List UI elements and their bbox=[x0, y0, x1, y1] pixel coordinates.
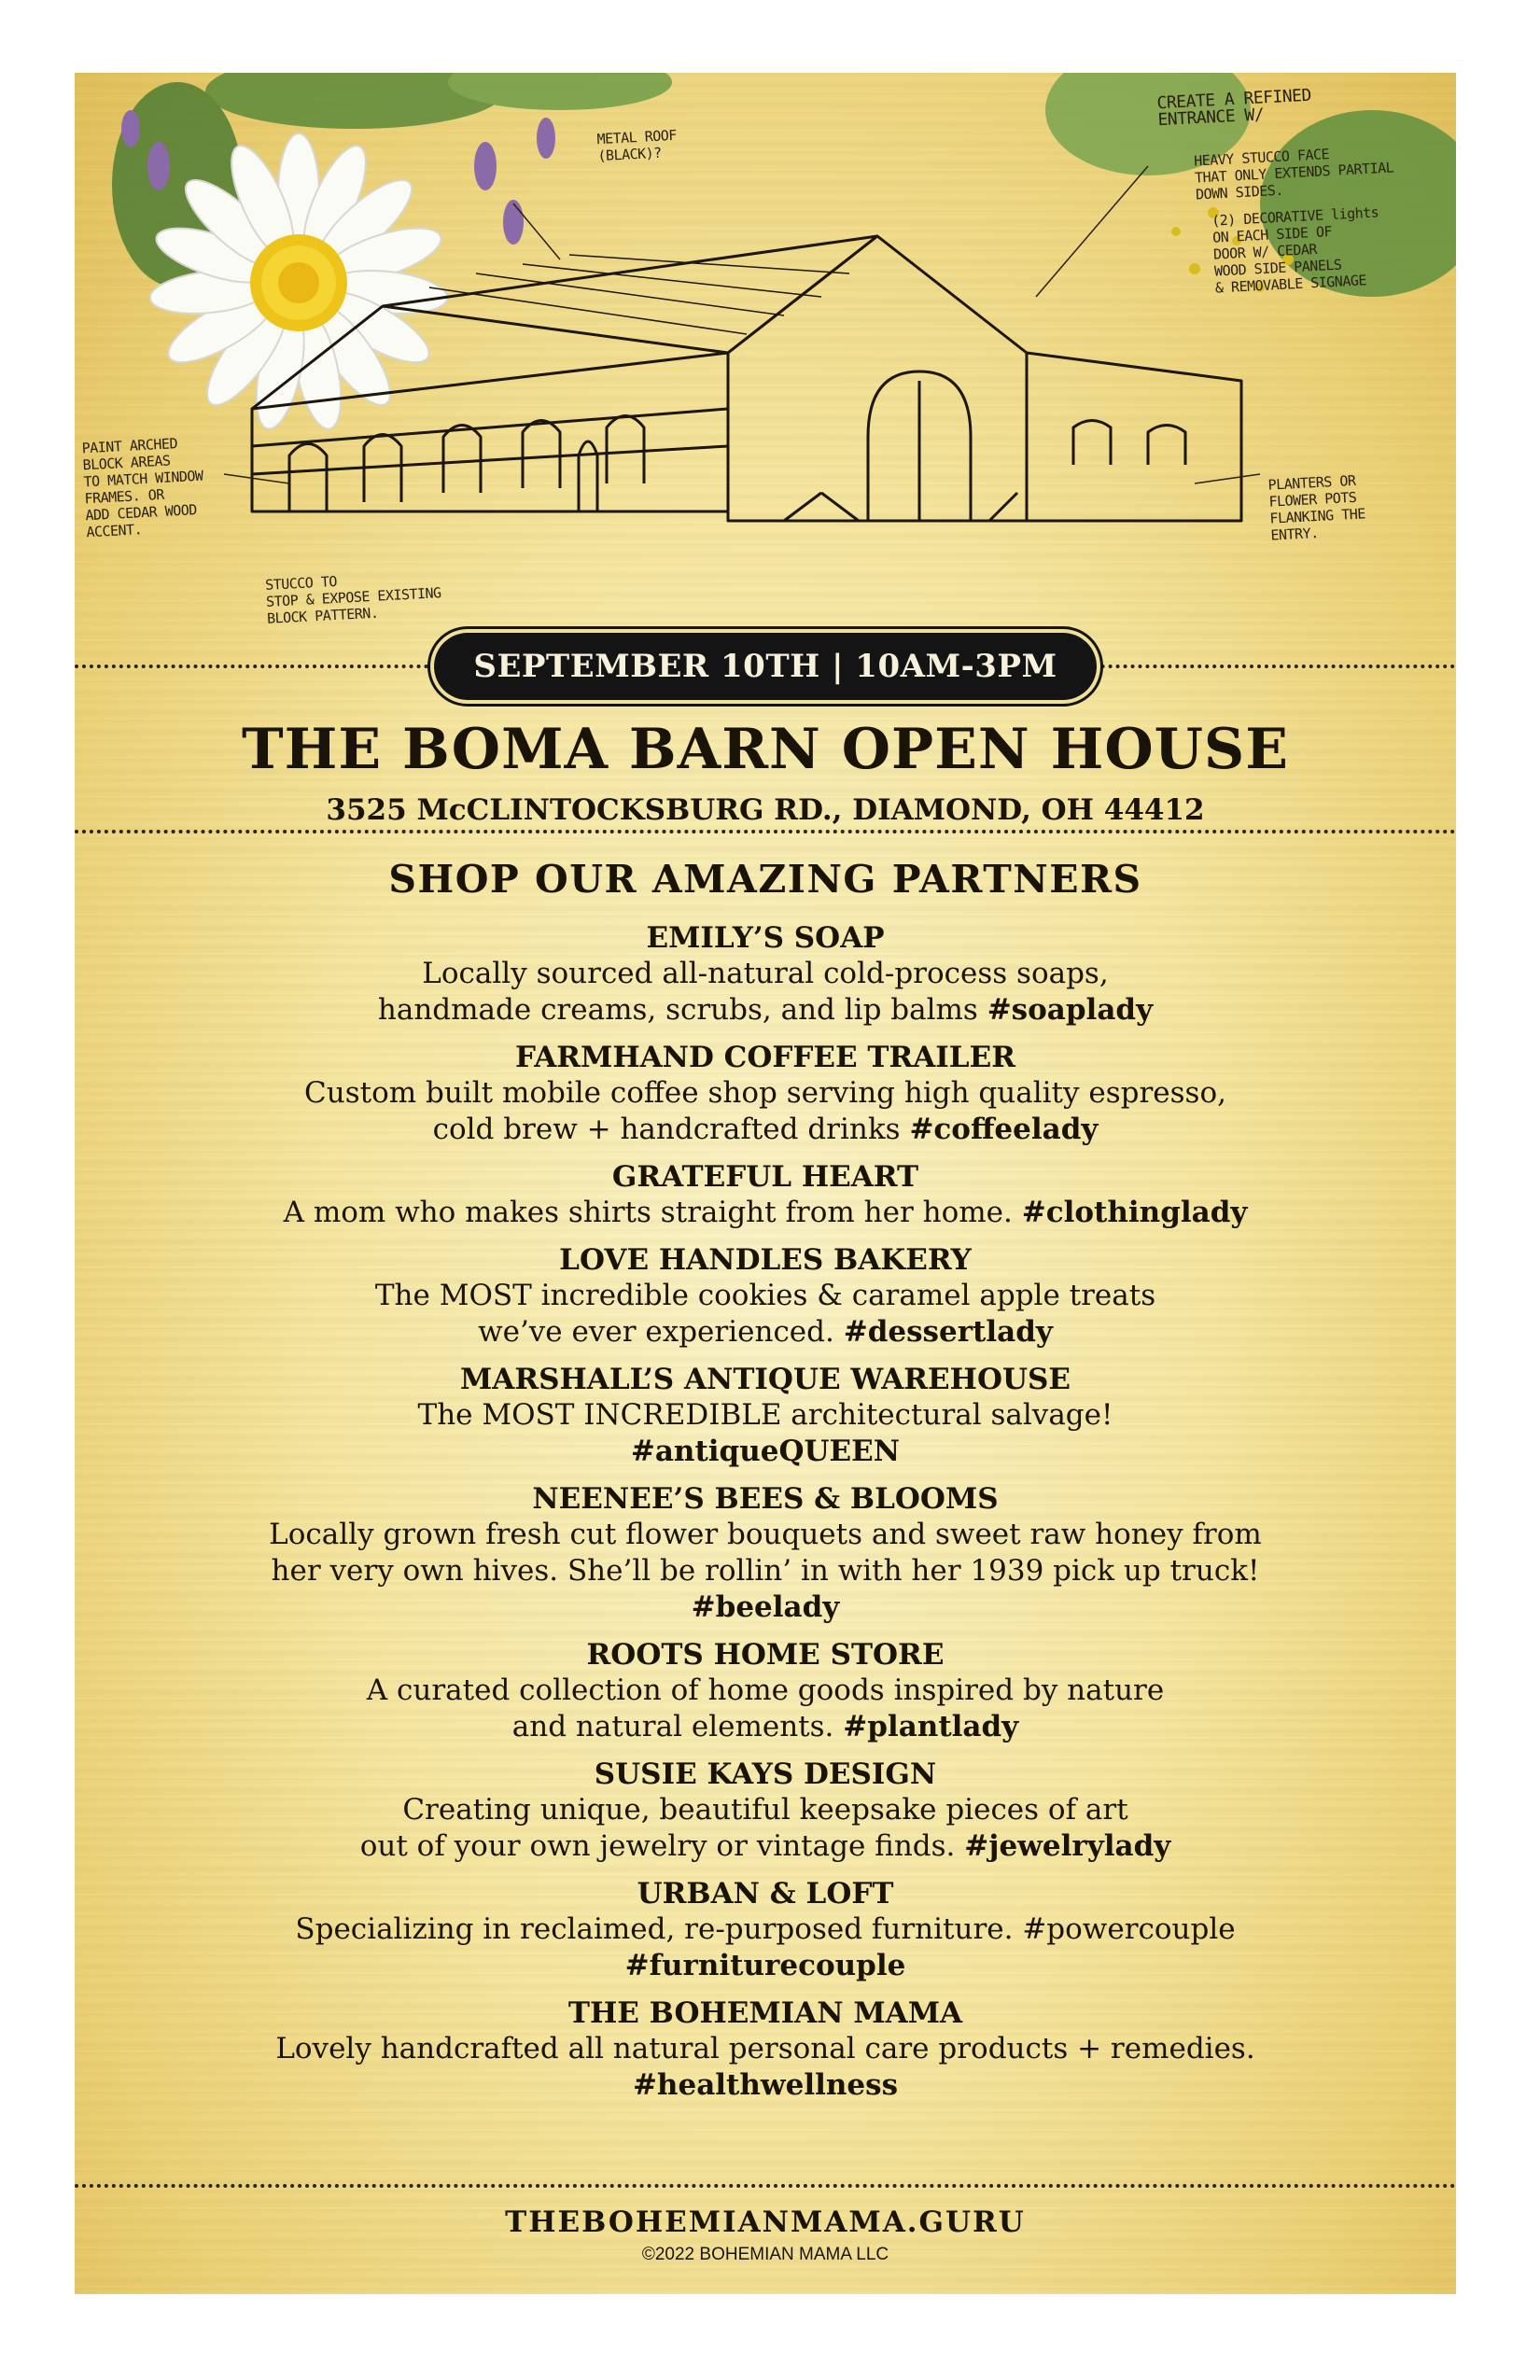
partner-name: EMILY’S SOAP bbox=[646, 921, 885, 955]
partner-hashtag: #soaplady bbox=[987, 993, 1154, 1027]
divider-middle bbox=[75, 830, 1456, 833]
partner-item bbox=[131, 1362, 1400, 1470]
partner-hashtag: #furniturecouple bbox=[624, 1949, 906, 1982]
sketch-note-planters: PLANTERS OR FLOWER POTS FLANKING THE ENTRY. bbox=[1267, 471, 1366, 544]
partner-description: A curated collection of home goods inspired by nature and natural elements. #plantlady bbox=[366, 1673, 1165, 1743]
event-title: THE BOMA BARN OPEN HOUSE bbox=[242, 717, 1289, 782]
partner-list bbox=[131, 920, 1400, 2115]
partner-hashtag: #antiqueQUEEN bbox=[630, 1435, 901, 1468]
partner-description: Specializing in reclaimed, re-purposed furniture. #powercouple #furniturecouple bbox=[295, 1912, 1236, 1982]
partner-hashtag: #clothinglady bbox=[1021, 1196, 1248, 1229]
partner-hashtag: #coffeelady bbox=[909, 1113, 1099, 1146]
footer-website-link[interactable]: THEBOHEMIANMAMA.GURU bbox=[505, 2205, 1026, 2239]
partner-name: GRATEFUL HEART bbox=[611, 1160, 919, 1194]
footer-copyright: ©2022 BOHEMIAN MAMA LLC bbox=[641, 2245, 889, 2264]
sketch-note-stucco-stop: STUCCO TO STOP & EXPOSE EXISTING BLOCK PATTERN. bbox=[264, 572, 442, 627]
partner-item bbox=[131, 1242, 1400, 1351]
partner-description: Locally sourced all-natural cold-process soaps, handmade creams, scrubs, and lip balms #soaplady bbox=[377, 957, 1154, 1027]
partner-hashtag: #dessertlady bbox=[843, 1315, 1053, 1349]
partners-heading: SHOP OUR AMAZING PARTNERS bbox=[388, 857, 1142, 902]
event-address: 3525 McCLINTOCKSBURG RD., DIAMOND, OH 44412 bbox=[326, 793, 1205, 827]
sketch-note-roof: METAL ROOF (BLACK)? bbox=[596, 126, 678, 165]
partner-item bbox=[131, 920, 1400, 1029]
partner-hashtag: #plantlady bbox=[843, 1710, 1019, 1743]
partner-hashtag: #beelady bbox=[691, 1590, 840, 1624]
partner-name: FARMHAND COFFEE TRAILER bbox=[515, 1041, 1015, 1074]
partner-item bbox=[131, 1481, 1400, 1626]
partner-name: MARSHALL’S ANTIQUE WAREHOUSE bbox=[459, 1363, 1071, 1396]
partner-description: A mom who makes shirts straight from her home. #clothinglady bbox=[283, 1196, 1248, 1229]
partner-hashtag: #healthwellness bbox=[632, 2068, 899, 2102]
partner-name: URBAN & LOFT bbox=[637, 1877, 894, 1911]
partner-item bbox=[131, 1876, 1400, 1984]
partner-description: The MOST incredible cookies & caramel apple treats we’ve ever experienced. #dessertlady bbox=[374, 1279, 1156, 1349]
partner-description: Custom built mobile coffee shop serving high quality espresso, cold brew + handcrafted drinks #coffeelady bbox=[304, 1076, 1226, 1146]
partner-name: LOVE HANDLES BAKERY bbox=[559, 1243, 972, 1277]
partner-item bbox=[131, 1040, 1400, 1148]
poster bbox=[75, 73, 1456, 2294]
sketch-note-lights: (2) DECORATIVE lights ON EACH SIDE OF DOOR W/ CEDAR WOOD SIDE PANELS & REMOVABLE SIGNAGE bbox=[1211, 203, 1379, 297]
partner-description: The MOST INCREDIBLE architectural salvage! #antiqueQUEEN bbox=[417, 1398, 1113, 1468]
partner-item bbox=[131, 1159, 1400, 1231]
partner-name: NEENEE’S BEES & BLOOMS bbox=[532, 1482, 999, 1516]
divider-lower bbox=[75, 2184, 1456, 2188]
barn-sketch-illustration bbox=[75, 73, 1456, 651]
partner-hashtag: #jewelrylady bbox=[964, 1829, 1171, 1863]
partner-item bbox=[131, 1637, 1400, 1745]
partner-name: SUSIE KAYS DESIGN bbox=[594, 1757, 937, 1791]
partner-item bbox=[131, 1995, 1400, 2104]
partner-description: Lovely handcrafted all natural personal care products + remedies. #healthwellness bbox=[275, 2032, 1255, 2102]
sketch-note-stucco-face: HEAVY STUCCO FACE THAT ONLY EXTENDS PARTIAL DOWN SIDES. bbox=[1193, 146, 1394, 203]
event-date: SEPTEMBER 10TH | 10AM-3PM bbox=[473, 648, 1057, 685]
partner-item bbox=[131, 1757, 1400, 1865]
date-banner bbox=[434, 633, 1097, 700]
partner-name: THE BOHEMIAN MAMA bbox=[567, 1996, 963, 2030]
partner-name: ROOTS HOME STORE bbox=[586, 1638, 945, 1672]
sketch-note-entrance: CREATE A REFINED ENTRANCE W/ bbox=[1156, 85, 1312, 131]
partner-description: Creating unique, beautiful keepsake pieces of art out of your own jewelry or vintage finds. #jewelrylady bbox=[359, 1793, 1171, 1863]
sketch-note-arched-block: PAINT ARCHED BLOCK AREAS TO MATCH WINDOW FRAMES. OR ADD CEDAR WOOD ACCENT. bbox=[81, 435, 203, 541]
partner-description: Locally grown fresh cut flower bouquets and sweet raw honey from her very own hives. She’ll be rollin’ in with her 1939 pick up truck! #beelady bbox=[269, 1518, 1262, 1624]
